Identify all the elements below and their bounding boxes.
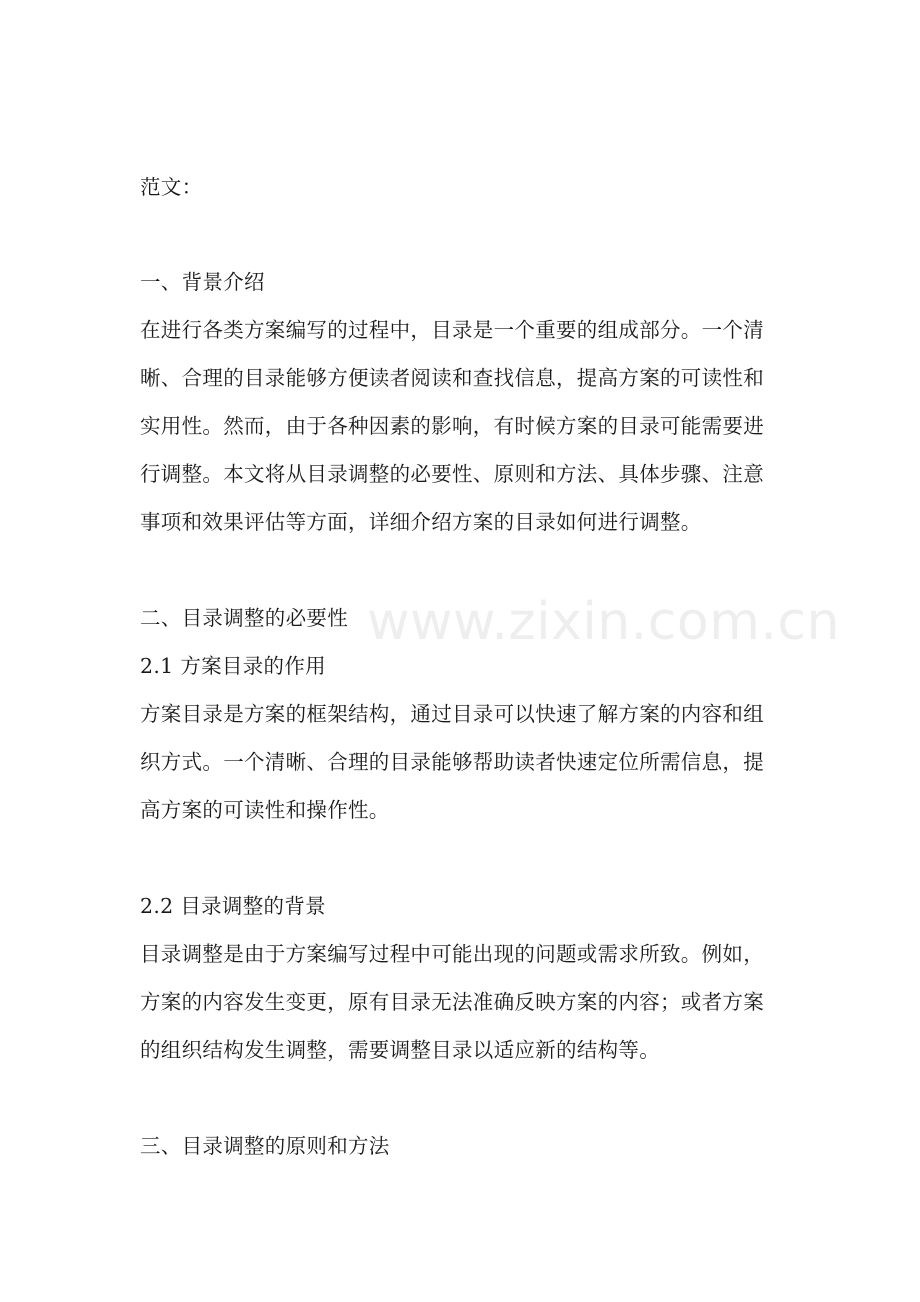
section-2-1-line-2: 织方式。一个清晰、合理的目录能够帮助读者快速定位所需信息，提 — [140, 750, 764, 774]
section-3-heading: 三、目录调整的原则和方法 — [140, 1134, 390, 1158]
section-1-line-3: 实用性。然而，由于各种因素的影响，有时候方案的目录可能需要进 — [140, 414, 764, 438]
section-2-2-line-1: 目录调整是由于方案编写过程中可能出现的问题或需求所致。例如， — [140, 942, 764, 966]
section-1-line-1: 在进行各类方案编写的过程中，目录是一个重要的组成部分。一个清 — [140, 318, 764, 342]
section-2-1-line-3: 高方案的可读性和操作性。 — [140, 798, 390, 822]
section-2-2-heading: 2.2 目录调整的背景 — [140, 894, 326, 918]
section-2-2-line-3: 的组织结构发生调整，需要调整目录以适应新的结构等。 — [140, 1038, 660, 1062]
section-1-line-4: 行调整。本文将从目录调整的必要性、原则和方法、具体步骤、注意 — [140, 462, 764, 486]
section-2-1-line-1: 方案目录是方案的框架结构，通过目录可以快速了解方案的内容和组 — [140, 702, 764, 726]
section-2-heading: 二、目录调整的必要性 — [140, 606, 348, 630]
intro-label: 范文： — [140, 175, 203, 199]
section-2-1-heading: 2.1 方案目录的作用 — [140, 654, 326, 678]
section-1-heading: 一、背景介绍 — [140, 270, 265, 294]
section-1-line-2: 晰、合理的目录能够方便读者阅读和查找信息，提高方案的可读性和 — [140, 366, 764, 390]
section-2-2-line-2: 方案的内容发生变更，原有目录无法准确反映方案的内容；或者方案 — [140, 990, 764, 1014]
watermark-text: www.zixin.com.cn — [367, 592, 840, 652]
section-1-line-5: 事项和效果评估等方面，详细介绍方案的目录如何进行调整。 — [140, 510, 702, 534]
